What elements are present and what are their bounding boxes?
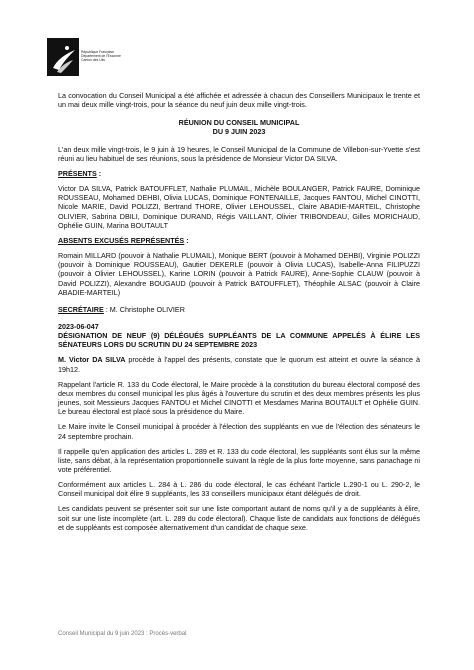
roll-call-paragraph	[58, 355, 420, 373]
rules-paragraph: Il rappelle qu'en application des articles L. 289 et R. 133 du code électoral, les suppléants sont élus sur la même liste, sans débat, à la représentation proportionnelle suivant la règle de la plus forte moyenne, sans panachage ni vote préférentiel.	[58, 446, 420, 474]
opening-paragraph: L'an deux mille vingt-trois, le 9 juin à 19 heures, le Conseil Municipal de la Commune de Villebon-sur-Yvette s'est réuni au lieu habituel de ses réunions, sous la présidence de Monsieur Victor DA SILVA.	[58, 144, 420, 163]
logo-caption	[81, 50, 121, 62]
logo-caption-line: République Française	[81, 50, 114, 54]
presents-heading	[58, 169, 420, 178]
secretary-name: : M. Christophe OLIVIER	[103, 304, 185, 314]
logo-caption-line: Canton des Ulis	[81, 58, 105, 62]
deliberation-title: DÉSIGNATION DE NEUF (9) DÉLÉGUÉS SUPPLÉANTS DE LA COMMUNE APPELÉS À ÉLIRE LES SÉNATEURS LORS DU SCRUTIN DU 24 SEPTEMBRE 2023	[58, 331, 420, 350]
convocation-paragraph: La convocation du Conseil Municipal a été affichée et adressée à chacun des Conseillers Municipaux le trente et un mai deux mille vingt-trois, pour la séance du neuf juin deux mille vingt-trois.	[58, 91, 420, 110]
roll-call-text: procède à l'appel des présents, constate que le quorum est atteint et ouvre la séance à 19h12.	[58, 355, 420, 374]
logo-caption-line: Département de l'Essonne	[81, 54, 121, 58]
absents-suffix: :	[184, 235, 189, 245]
absents-heading	[58, 236, 420, 245]
absents-list: Romain MILLARD (pouvoir à Nathalie PLUMAIL), Monique BERT (pouvoir à Mohamed DEHBI), Virginie POLIZZI (pouvoir à Dominique ROUSSEAU), Gautier DEKERLE (pouvoir à Olivia LUCAS), Isabelle-Anna FILIPUZZI (pouvoir à Olivier LEHOUSSEL), Karine LORIN (pouvoir à Patrick FAURE), Anne-Sophie CLAUW (pouvoir à David POLIZZI), Alexandre BOUGAUD (pouvoir à Patrick BATOUFFLET), Théophile ALSAC (pouvoir à Claire ABADIE-MARTEIL)	[58, 251, 420, 297]
articles-paragraph: Conformément aux articles L. 284 à L. 286 du code électoral, le cas échéant l'article L.290-1 ou L. 290-2, le Conseil municipal doit élire 9 suppléants, les 33 conseillers municipaux étant délégués de droit.	[58, 480, 420, 499]
meeting-title-line2: DU 9 JUIN 2023	[212, 127, 266, 137]
footer-right: Procès-verbal	[149, 631, 187, 637]
page-footer	[58, 631, 186, 637]
candidates-paragraph: Les candidats peuvent se présenter soit sur une liste comportant autant de noms qu'il y a de suppléants à élire, soit sur une liste incomplète (art. L. 289 du code électoral). Chaque liste de candidats aux fonctions de délégués et de suppléants est composée alternativement d'un candidat de chaque sexe.	[58, 504, 420, 532]
meeting-title	[58, 118, 420, 136]
secretary-line	[58, 305, 420, 314]
invitation-paragraph: Le Maire invite le Conseil municipal à procéder à l'élection des suppléants en vue de l'élection des sénateurs le 24 septembre prochain.	[58, 422, 420, 441]
presents-suffix: :	[96, 168, 102, 178]
secretary-label: SECRÉTAIRE	[58, 304, 104, 314]
footer-separator: :	[144, 631, 150, 637]
absents-label: ABSENTS EXCUSÉS REPRÉSENTÉS	[58, 235, 185, 245]
footer-left: Conseil Municipal du 9 juin 2023	[58, 631, 145, 637]
deliberation-number: 2023-06-047	[58, 321, 99, 331]
presents-label: PRÉSENTS	[58, 168, 97, 178]
presents-list: Victor DA SILVA, Patrick BATOUFFLET, Nathalie PLUMAIL, Michèle BOULANGER, Patrick FAURE, Dominique ROUSSEAU, Mohamed DEHBI, Olivia LUCAS, Dominique FONTENAILLE, Jacques FANTOU, Michel CINOTTI, Nicole MARIE, David POLIZZI, Bertrand THORE, Olivier LEHOUSSEL, Claire ABADIE-MARTEIL, Christophe OLIVIER, Sabrina DBILI, Dominique DURAND, Régis VAILLANT, Olivier TRIBONDEAU, Gilles MORICHAUD, Ophélie GUIN, Marina BOUTAULT	[58, 184, 420, 230]
speaker-name: M. Victor DA SILVA	[58, 355, 126, 365]
meeting-title-line1: RÉUNION DU CONSEIL MUNICIPAL	[178, 118, 300, 128]
bureau-paragraph: Rappelant l'article R. 133 du Code électoral, le Maire procède à la constitution du bureau électoral composé des deux membres du conseil municipal les plus âgés à l'ouverture du scrutin et des deux membres présents les plus jeunes, soit Messieurs Jacques FANTOU et Michel CINOTTI et Mesdames Marina BOUTAULT et Ophélie GUIN. Le bureau électoral est placé sous la présidence du Maire.	[58, 379, 420, 417]
document-body	[58, 91, 420, 532]
